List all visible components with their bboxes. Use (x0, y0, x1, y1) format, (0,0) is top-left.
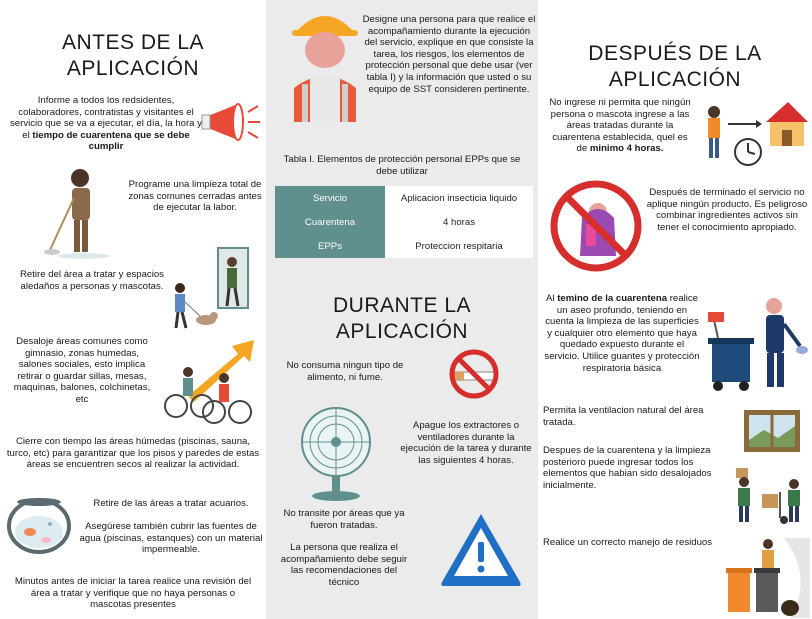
during-heading (266, 293, 538, 345)
fountains-text: Asegúrese también cubrir las fuentes de agua (piscinas, estanques) con un material impermeable. (79, 521, 263, 556)
table-row (275, 234, 533, 258)
after-heading-line1: DESPUÉS DE LA (588, 42, 762, 65)
table-cell-label: EPPs (275, 234, 385, 258)
cleaning-text: Programe una limpieza total de zonas comunes cerradas antes de ejecutar la labor. (128, 179, 262, 214)
after-heading-line2: APLICACIÓN (608, 68, 742, 91)
janitor-icon (704, 290, 810, 394)
during-heading-line2: APLICACIÓN (335, 320, 469, 343)
megaphone-icon (200, 100, 262, 144)
cleaner-icon (44, 164, 120, 260)
trash-bins-icon (724, 538, 810, 618)
aquarium-icon (6, 494, 72, 556)
inform-text: Informe a todos los redsidentes, colaboradores, contratistas y visitantes el servicio que se va a ejecutar, el día, la hora y el tiempo de cuarentena que se debe cumplir (10, 95, 202, 153)
review-text: Minutos antes de iniciar la tarea realice una revisión del área a tratar y verifique que no haya personas o mascotas presentes (14, 576, 252, 611)
table-cell-label: Cuarentena (275, 210, 385, 234)
humid-areas-text: Cierre con tiempo las áreas húmedas (piscinas, sauna, turco, etc) para garantizar que los pisos y paredes de estas áreas se encuentren secos al realizar la actividad. (6, 436, 260, 471)
house-clock-icon (700, 98, 810, 172)
no-eat-text: No consuma ningun tipo de alimento, ni fume. (286, 360, 404, 383)
no-spray-icon (548, 178, 644, 274)
worker-helmet-icon (288, 4, 362, 124)
movers-icon (732, 462, 808, 526)
no-product-text: Después de terminado el servicio no aplique ningún producto. Es peligroso combinar ingredientes activos sin tener el conocimiento apropiado. (646, 187, 808, 233)
waste-text: Realice un correcto manejo de residuos (543, 537, 713, 548)
during-heading-line1: DURANTE LA (332, 294, 472, 317)
end-quarantine-text: Al temino de la cuarentena realice un aseo profundo, teniendo en cuenta la limpieza de las superficies y cualquier otro elemento que haya quedado expuesto durante el servicio. Utilice guantes y protección respiratoria básica (544, 293, 700, 374)
designate-text: Designe una persona para que realice el acompañamiento durante la ejecución del servicio, explique en que consiste la tarea, los riesgos, los elementos de protección personal que debe usar (ver tabla I) y la información que usted o su equipo de SST consideren pertinente. (362, 14, 536, 95)
before-heading (0, 30, 266, 82)
reenter-text: Despues de la cuarentena y la limpieza posterioro puede ingresar todos los elementos que habian sido desalojados inicialmente. (543, 445, 712, 491)
dog-walker-icon (170, 244, 262, 334)
fan-icon (290, 402, 382, 502)
ventilation-text: Permita la ventilacion natural del área tratada. (543, 405, 704, 428)
before-heading-line2: APLICACIÓN (66, 57, 200, 80)
aquariums-text: Retire de las áreas a tratar acuarios. (93, 498, 249, 509)
before-heading-line1: ANTES DE LA (61, 31, 205, 54)
table-cell-label: Servicio (275, 186, 385, 210)
remove-people-text: Retire del área a tratar y espacios aledaños a personas y mascotas. (20, 269, 164, 292)
no-smoking-icon (442, 346, 506, 400)
before-application-column (0, 0, 266, 619)
table-cell-value: Proteccion respitaria (385, 234, 533, 258)
after-heading (538, 41, 812, 93)
vacate-common-text: Desaloje áreas comunes como gimnasio, zonas humedas, salones sociales, esto implica retirar o guardar sillas, mesas, maquinas, balones, colchinetas, etc (13, 336, 151, 405)
fans-text: Apague los extractores o ventiladores durante la ejecución de la tarea y durante las siguientes 4 horas. (400, 420, 532, 466)
table-row (275, 210, 533, 234)
after-application-column (538, 0, 812, 619)
warning-icon (438, 510, 524, 590)
table-row (275, 186, 533, 210)
cyclists-icon (158, 326, 260, 426)
during-application-column (266, 0, 538, 619)
window-icon (742, 408, 802, 454)
companion-text: La persona que realiza el acompañamiento debe seguir las recomendaciones del técnico (280, 542, 408, 588)
table-caption: Tabla I. Elementos de protección personal EPPs que se debe utilizar (283, 154, 521, 177)
no-transit-text: No transite por áreas que ya fueron tratadas. (283, 508, 405, 531)
epp-table (275, 186, 533, 258)
no-enter-text: No ingrese ni permita que ningún persona o mascota ingrese a las áreas tratadas durante la cuarentena establecida, quel es de minimo 4 horas. (549, 97, 691, 155)
table-cell-value: 4 horas (385, 210, 533, 234)
table-cell-value: Aplicacion insecticia liquido (385, 186, 533, 210)
